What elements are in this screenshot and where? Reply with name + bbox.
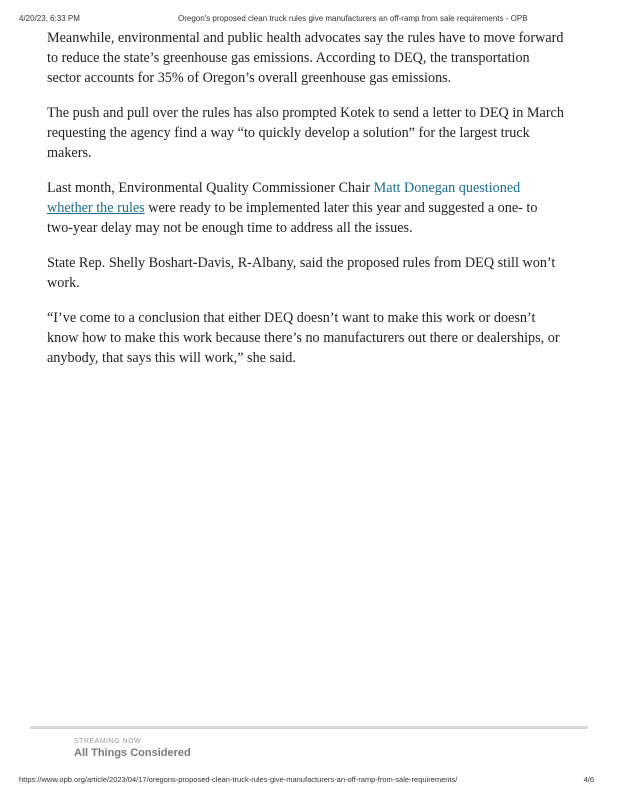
article-paragraph-commission-chair xyxy=(47,178,567,238)
article-paragraph-boshart-davis: State Rep. Shelly Boshart-Davis, R-Albany, said the proposed rules from DEQ still won’t work. xyxy=(47,255,556,291)
print-datetime: 4/20/23, 6:33 PM xyxy=(19,14,80,23)
print-footer xyxy=(0,775,618,787)
paragraph-text-before-link: Last month, Environmental Quality Commissioner Chair xyxy=(47,180,374,196)
streaming-show-title[interactable]: All Things Considered xyxy=(74,747,191,759)
article-paragraph-emissions: Meanwhile, environmental and public health advocates say the rules have to move forward to reduce the state’s greenhouse gas emissions. According to DEQ, the transportation sector accounts for 35% of Oregon’s overall greenhouse gas emissions. xyxy=(47,30,564,86)
print-page-number: 4/6 xyxy=(583,775,594,784)
paragraph-text-after-link: were ready to be implemented later this year and suggested a one- to two-year delay may not be enough time to address all the issues. xyxy=(47,200,538,236)
print-header xyxy=(0,14,618,26)
streaming-now-label: STREAMING NOW xyxy=(74,738,142,745)
donegan-article-link[interactable]: Matt Donegan questioned xyxy=(373,180,521,196)
print-page-title: Oregon's proposed clean truck rules give manufacturers an off-ramp from sale requirements - OPB xyxy=(178,14,528,23)
article-paragraph-quote: “I’ve come to a conclusion that either DEQ doesn’t want to make this work or doesn’t know how to make this work because there’s no manufacturers out there or dealerships, or anybody, that says this will work,” she said. xyxy=(47,310,560,366)
streaming-now-bar xyxy=(30,726,588,729)
print-url: https://www.opb.org/article/2023/04/17/oregons-proposed-clean-truck-rules-give-manufacturers-an-off-ramp-from-sale-requirements/ xyxy=(19,775,458,784)
donegan-article-link-continued[interactable]: whether the rules xyxy=(47,200,145,216)
article-body xyxy=(47,28,567,383)
article-paragraph-kotek-letter: The push and pull over the rules has also prompted Kotek to send a letter to DEQ in March requesting the agency find a way “to quickly develop a solution” for the largest truck makers. xyxy=(47,105,564,161)
